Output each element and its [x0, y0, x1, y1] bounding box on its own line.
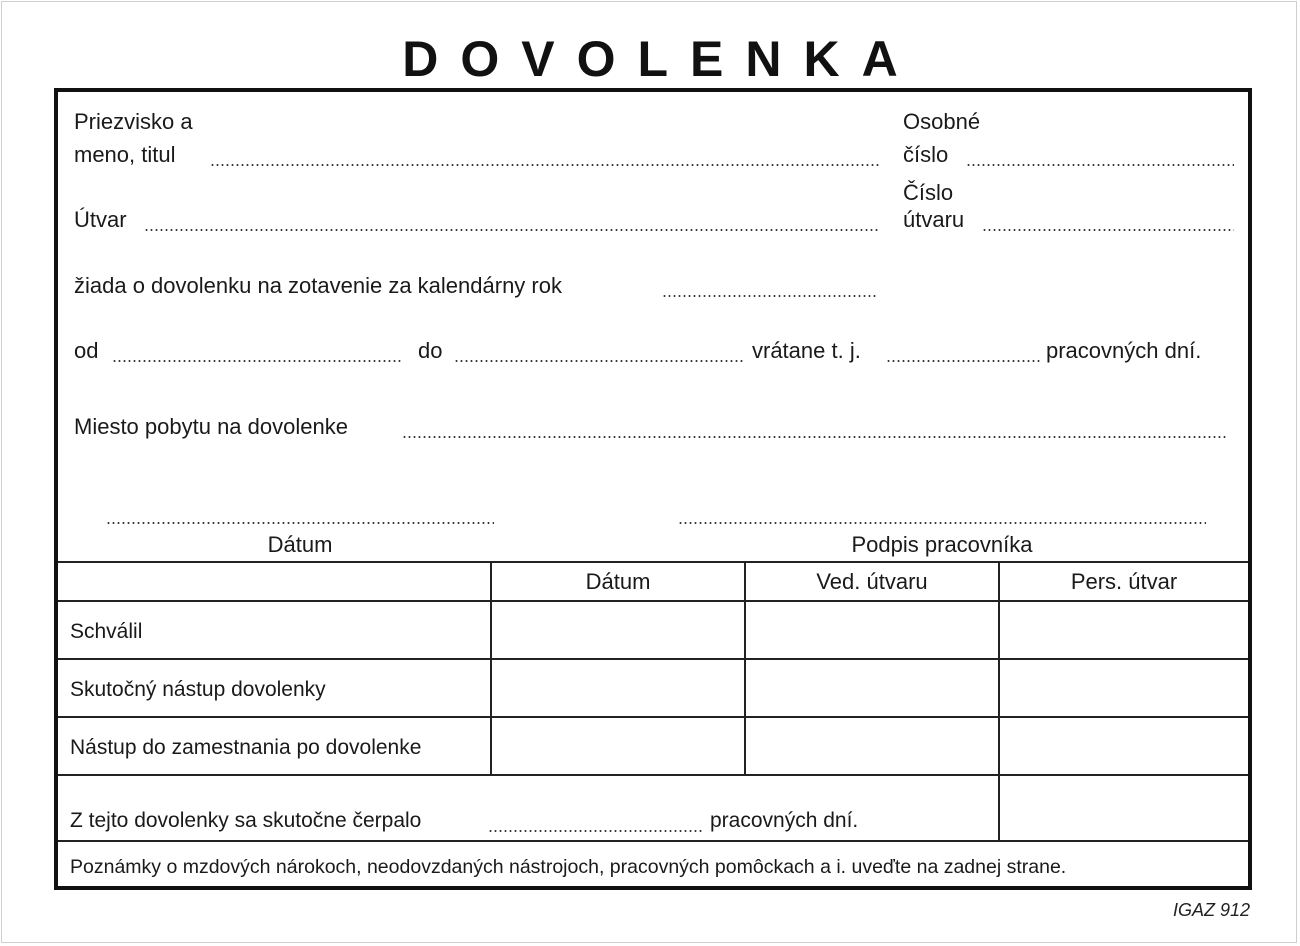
- cell-return-hr[interactable]: [1000, 718, 1248, 774]
- date-sign-field[interactable]: [106, 522, 494, 524]
- table-header-date: Dátum: [585, 569, 651, 594]
- row-approved: Schválil: [70, 620, 143, 643]
- name-label-line1: Priezvisko a: [74, 109, 193, 134]
- personal-no-field[interactable]: [966, 164, 1234, 166]
- row-actual-start: Skutočný nástup dovolenky: [70, 678, 326, 701]
- work-days-label: pracovných dní.: [1046, 338, 1202, 363]
- to-field[interactable]: [454, 360, 744, 362]
- cell-approved-hr[interactable]: [1000, 602, 1248, 658]
- used-days-field[interactable]: [488, 830, 704, 832]
- used-days-label: Z tejto dovolenky sa skutočne čerpalo: [70, 809, 422, 832]
- from-label: od: [74, 338, 99, 363]
- signature-label: Podpis pracovníka: [851, 532, 1033, 557]
- table-header-hr: Pers. útvar: [1070, 569, 1178, 594]
- signature-field[interactable]: [678, 522, 1206, 524]
- row-return: Nástup do zamestnania po dovolenke: [70, 736, 422, 759]
- incl-label: vrátane t. j.: [752, 338, 861, 363]
- leave-form: [54, 88, 1252, 890]
- table-bottom-line: [58, 840, 1248, 842]
- name-label-line2: meno, titul: [74, 142, 176, 167]
- personal-no-label-line2: číslo: [903, 142, 949, 167]
- used-days-suffix: pracovných dní.: [710, 809, 859, 832]
- cell-start-date[interactable]: [492, 660, 744, 716]
- department-label: Útvar: [74, 207, 127, 232]
- year-field[interactable]: [662, 295, 876, 297]
- to-label: do: [418, 338, 443, 363]
- note-text: Poznámky o mzdových nárokoch, neodovzdaných nástrojoch, pracovných pomôckach a i. uveďte na zadnej strane.: [70, 856, 1067, 878]
- cell-approved-head[interactable]: [746, 602, 998, 658]
- cell-start-hr[interactable]: [1000, 660, 1248, 716]
- days-field[interactable]: [886, 360, 1040, 362]
- personal-no-label-line1: Osobné: [903, 109, 981, 134]
- table-header-head: Ved. útvaru: [816, 569, 928, 594]
- stay-place-field[interactable]: [402, 436, 1226, 438]
- dept-no-label-line1: Číslo: [903, 180, 954, 205]
- form-code: IGAZ 912: [1172, 900, 1250, 920]
- department-field[interactable]: [144, 229, 880, 231]
- cell-start-head[interactable]: [746, 660, 998, 716]
- request-label: žiada o dovolenku na zotavenie za kalendárny rok: [74, 273, 562, 298]
- cell-used-hr[interactable]: [1000, 776, 1248, 840]
- dept-no-field[interactable]: [982, 229, 1234, 231]
- cell-approved-date[interactable]: [492, 602, 744, 658]
- cell-return-head[interactable]: [746, 718, 998, 774]
- table-top-line: [58, 561, 1248, 563]
- name-field[interactable]: [210, 164, 880, 166]
- form-title: DOVOLENKA: [402, 31, 920, 87]
- stay-place-label: Miesto pobytu na dovolenke: [74, 414, 348, 439]
- from-field[interactable]: [112, 360, 402, 362]
- dept-no-label-line2: útvaru: [903, 207, 965, 232]
- date-sign-label: Dátum: [267, 532, 333, 557]
- cell-return-date[interactable]: [492, 718, 744, 774]
